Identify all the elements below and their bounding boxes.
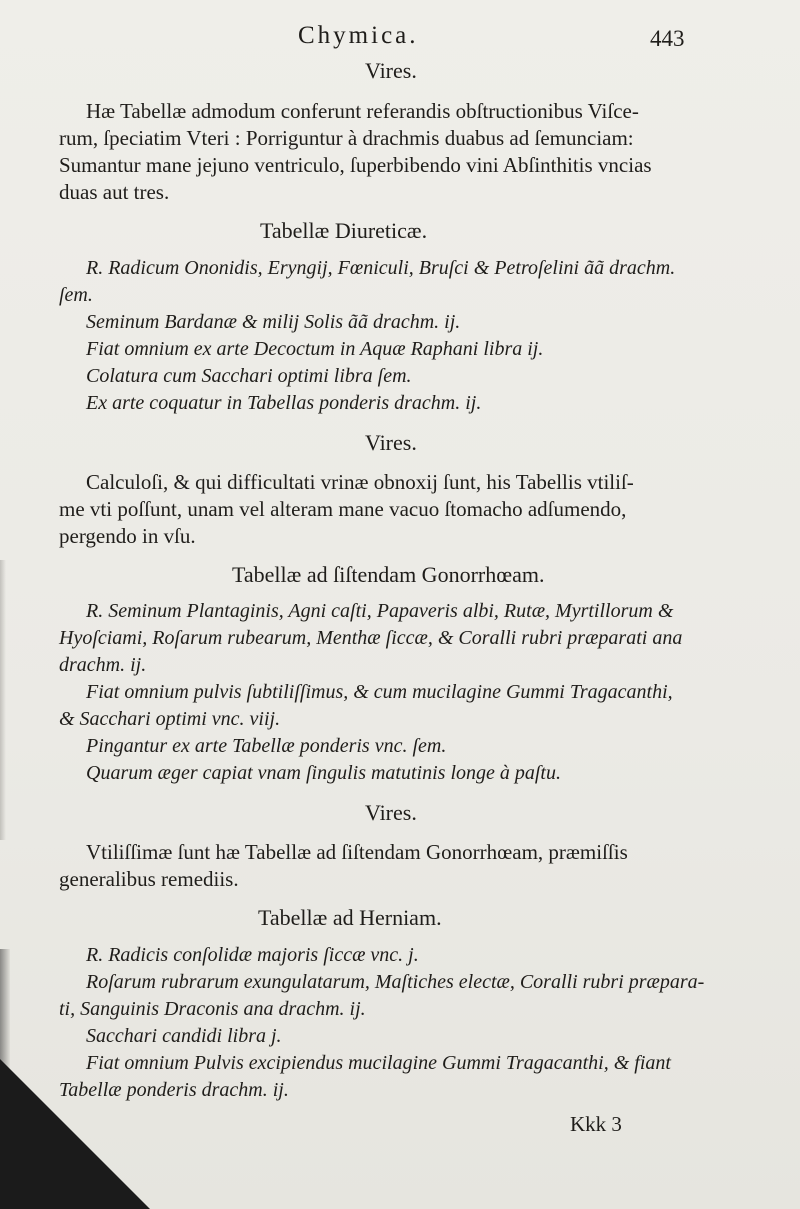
recipe-line: R. Radicis conſolidæ majoris ſiccæ vnc. j. xyxy=(86,944,419,966)
recipe-line: Seminum Bardanæ & milij Solis ãã drachm. ij. xyxy=(86,311,461,333)
heading-vires-1: Vires. xyxy=(365,58,417,83)
paragraph-line: me vti poſſunt, unam vel alteram mane vacuo ſtomacho adſumendo, xyxy=(59,497,627,521)
signature-mark: Kkk 3 xyxy=(570,1112,622,1136)
heading-vires-3: Vires. xyxy=(365,800,417,825)
paragraph-line: Vtiliſſimæ ſunt hæ Tabellæ ad ſiſtendam Gonorrhœam, præmiſſis xyxy=(86,840,628,864)
recipe-line: R. Seminum Plantaginis, Agni caſti, Papaveris albi, Rutæ, Myrtillorum & xyxy=(86,600,674,622)
page-number: 443 xyxy=(650,26,685,51)
recipe-line: & Sacchari optimi vnc. viij. xyxy=(59,708,281,730)
paragraph-line: pergendo in vſu. xyxy=(59,524,196,548)
paragraph-line: generalibus remediis. xyxy=(59,867,239,891)
recipe-line: Hyoſciami, Roſarum rubearum, Menthæ ſiccæ, & Coralli rubri præparati ana xyxy=(59,627,683,649)
recipe-line: Sacchari candidi libra j. xyxy=(86,1025,282,1047)
heading-vires-2: Vires. xyxy=(365,430,417,455)
recipe-line: Ex arte coquatur in Tabellas ponderis drachm. ij. xyxy=(86,392,482,414)
paragraph-line: Calculoſi, & qui difficultati vrinæ obnoxij ſunt, his Tabellis vtiliſ- xyxy=(86,470,634,494)
recipe-line: Colatura cum Sacchari optimi libra ſem. xyxy=(86,365,412,387)
paragraph-line: duas aut tres. xyxy=(59,180,170,204)
recipe-line: Pingantur ex arte Tabellæ ponderis vnc. ſem. xyxy=(86,735,447,757)
recipe-line: drachm. ij. xyxy=(59,654,147,676)
page-fold-shadow xyxy=(0,560,6,840)
recipe-line: ti, Sanguinis Draconis ana drachm. ij. xyxy=(59,998,366,1020)
heading-tabellae-gonorrhoea: Tabellæ ad ſiſtendam Gonorrhœam. xyxy=(232,562,545,587)
paragraph-line: Sumantur mane jejuno ventriculo, ſuperbibendo vini Abſinthitis vncias xyxy=(59,153,652,177)
recipe-line: Quarum æger capiat vnam ſingulis matutinis longe à paſtu. xyxy=(86,762,561,784)
paragraph-line: Hæ Tabellæ admodum conferunt referandis obſtructionibus Viſce- xyxy=(86,99,639,123)
recipe-line: Fiat omnium pulvis ſubtiliſſimus, & cum mucilagine Gummi Tragacanthi, xyxy=(86,681,673,703)
recipe-line: ſem. xyxy=(59,284,93,306)
running-title: Chymica. xyxy=(298,22,419,49)
paragraph-line: rum, ſpeciatim Vteri : Porriguntur à drachmis duabus ad ſemunciam: xyxy=(59,126,634,150)
heading-tabellae-diureticae: Tabellæ Diureticæ. xyxy=(260,218,428,243)
recipe-line: Tabellæ ponderis drachm. ij. xyxy=(59,1079,289,1101)
scan-corner-shadow xyxy=(0,1059,150,1209)
recipe-line: Fiat omnium ex arte Decoctum in Aquæ Raphani libra ij. xyxy=(86,338,544,360)
recipe-line: R. Radicum Ononidis, Eryngij, Fœniculi, Bruſci & Petroſelini ãã drachm. xyxy=(86,257,676,279)
recipe-line: Fiat omnium Pulvis excipiendus mucilagine Gummi Tragacanthi, & fiant xyxy=(86,1052,671,1074)
recipe-line: Roſarum rubrarum exungulatarum, Maſtiches electæ, Coralli rubri præpara- xyxy=(86,971,705,993)
heading-tabellae-herniam: Tabellæ ad Herniam. xyxy=(258,905,442,930)
